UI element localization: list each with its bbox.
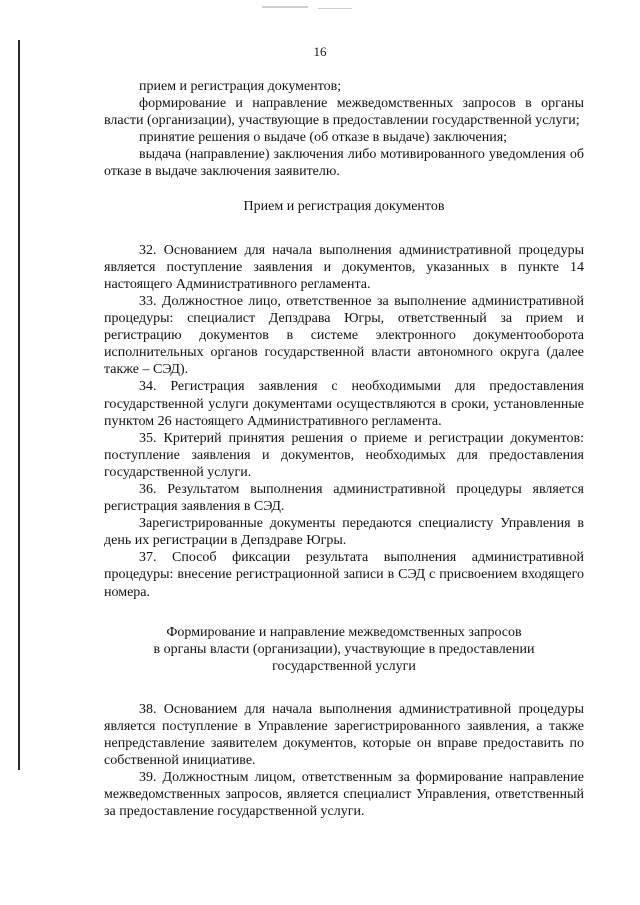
section-heading: Прием и регистрация документов [243, 198, 445, 214]
paragraph-35: 35. Критерий принятия решения о приеме и регистрации документов: поступление заявления и документов, необходимых для предоставления государственной услуги. [104, 430, 584, 480]
paragraph-34: 34. Регистрация заявления с необходимыми для предоставления государственной услуги документами осуществляются в сроки, установленные пунктом 26 настоящего Административного регламента. [104, 379, 584, 429]
paragraph-39: 39. Должностным лицом, ответственным за формирование направление межведомственных запросов, является специалист Управления, ответственный за предоставление государственной услуги. [104, 770, 584, 820]
intro-item: прием и регистрация документов; [139, 79, 342, 94]
paragraph-36: 36. Результатом выполнения административной процедуры является регистрация заявления в СЭД. [104, 481, 584, 515]
paragraph-38: 38. Основанием для начала выполнения административной процедуры является поступление в Управление зарегистрированного заявления, а также непредставление заявителем документов, которые он вправе предоставить по собственной инициативе. [104, 701, 584, 769]
paragraph-registered-documents: Зарегистрированные документы передаются специалисту Управления в день их регистрации в Депздраве Югры. [104, 516, 584, 549]
section-heading-line: в органы власти (организации), участвующие в предоставлении [153, 641, 535, 657]
page-number: 16 [313, 44, 327, 59]
intro-item: выдача (направление) заключения либо мотивированного уведомления об отказе в выдаче заключения заявителю. [104, 147, 584, 180]
scan-artifact [262, 6, 308, 8]
scan-edge-line [18, 40, 20, 770]
section-heading-line: государственной услуги [272, 658, 416, 674]
paragraph-37: 37. Способ фиксации результата выполнения административной процедуры: внесение регистрационной записи в СЭД с присвоением входящего номера. [104, 550, 584, 600]
intro-item: формирование и направление межведомственных запросов в органы власти (организации), участвующие в предоставлении государственной услуги; [104, 96, 584, 129]
section-heading-line: Формирование и направление межведомственных запросов [166, 624, 522, 640]
document-body [104, 78, 584, 821]
paragraph-33: 33. Должностное лицо, ответственное за выполнение административной процедуры: специалист Депздрава Югры, ответственный за прием и регистрацию документов в системе электронного документооборота исполнительных органов государственной власти автономного округа (далее также – СЭД). [104, 293, 584, 378]
paragraph-32: 32. Основанием для начала выполнения административной процедуры является поступление заявления и документов, указанных в пункте 14 настоящего Административного регламента. [104, 242, 584, 292]
scan-artifact [318, 8, 352, 9]
intro-item: принятие решения о выдаче (об отказе в выдаче) заключения; [139, 130, 508, 146]
